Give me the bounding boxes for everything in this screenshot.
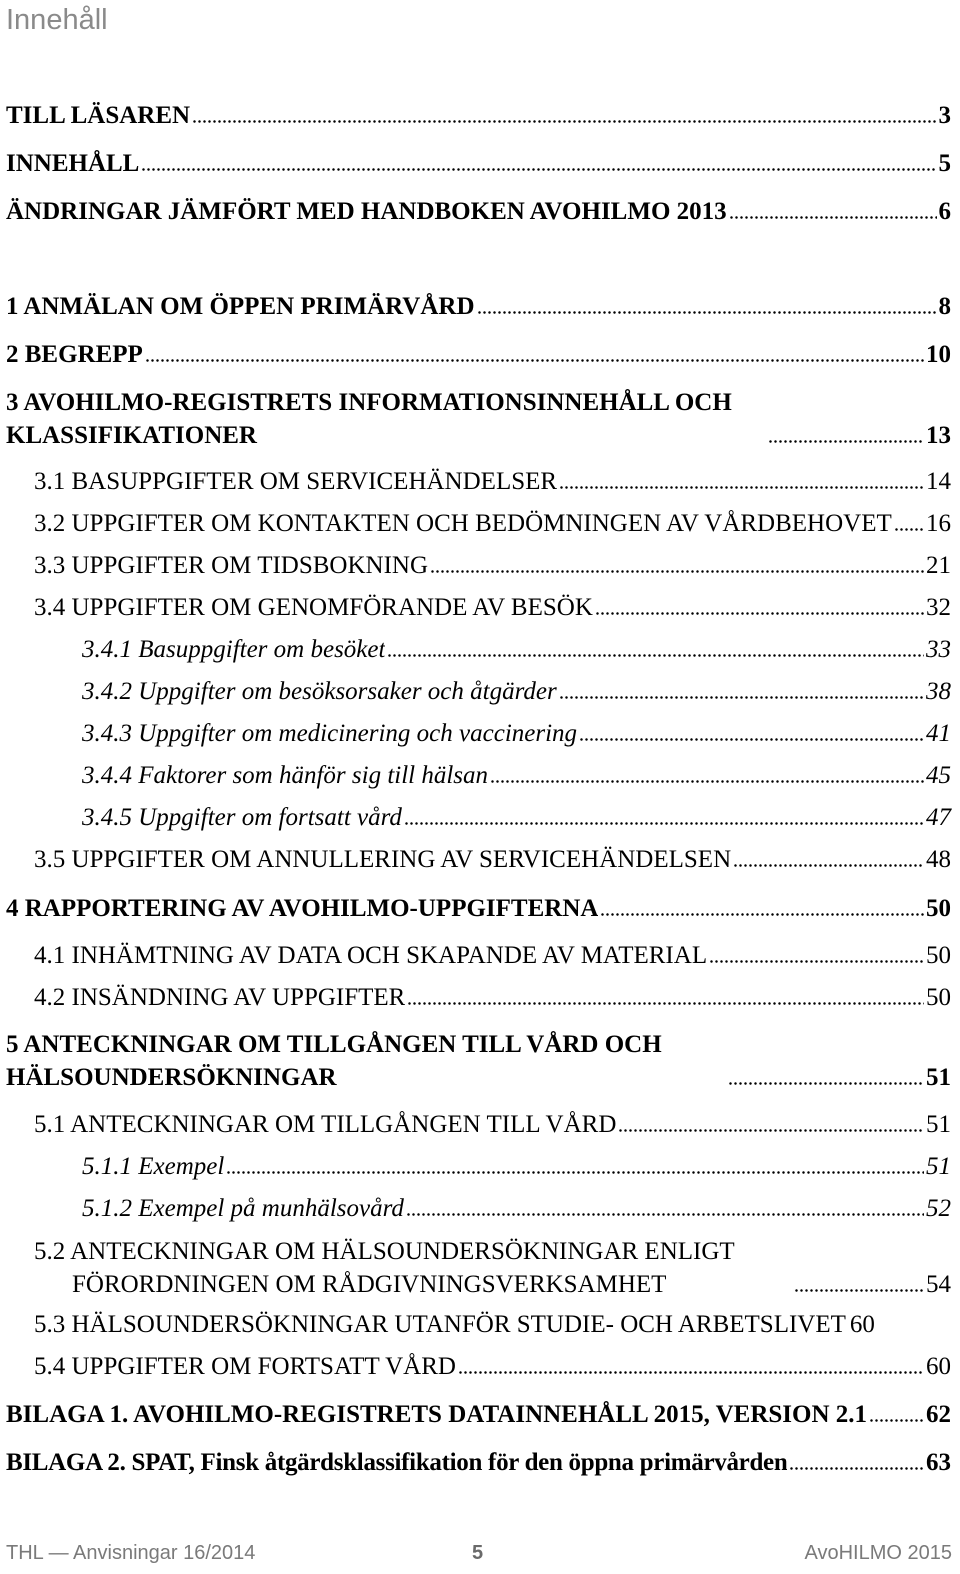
toc-entry-3-4[interactable] (34, 592, 951, 624)
dot-leader (141, 167, 936, 172)
dot-leader (407, 1001, 924, 1006)
toc-entry-chapter-1[interactable] (6, 291, 951, 323)
dot-leader (595, 611, 924, 616)
toc-entry-title: 4.1 INHÄMTNING AV DATA OCH SKAPANDE AV MATERIAL (34, 942, 708, 969)
dot-leader (406, 1212, 924, 1217)
dot-leader (559, 485, 924, 490)
toc-entry-title: 3.4 UPPGIFTER OM GENOMFÖRANDE AV BESÖK (34, 594, 593, 621)
dot-leader (894, 527, 924, 532)
toc-entry-page: 50 (926, 942, 951, 969)
toc-entry-3-5[interactable] (34, 844, 951, 876)
toc-entry-page: 63 (926, 1449, 951, 1476)
toc-entry-page: 51 (926, 1064, 951, 1091)
toc-entry-page: 5 (938, 150, 951, 177)
toc-entry-title: 1 ANMÄLAN OM ÖPPEN PRIMÄRVÅRD (6, 293, 475, 320)
toc-entry-page: 60 (849, 1311, 875, 1338)
dot-leader (477, 310, 937, 315)
toc-entry-page: 8 (938, 293, 951, 320)
toc-entry-title: 5.1.1 Exempel (82, 1153, 225, 1180)
footer-document-title: AvoHILMO 2015 (804, 1542, 952, 1564)
dot-leader (729, 215, 937, 220)
toc-entry-page: 14 (926, 468, 951, 495)
dot-leader (559, 695, 924, 700)
toc-entry-page: 32 (926, 594, 951, 621)
toc-entry-bilaga-1[interactable] (6, 1399, 951, 1431)
toc-entry-page: 62 (926, 1401, 951, 1428)
toc-entry-page: 6 (938, 198, 951, 225)
toc-entry-chapter-3[interactable] (6, 386, 951, 452)
toc-entry-title: 2 BEGREPP (6, 341, 143, 368)
toc-entry-title: 3.4.5 Uppgifter om fortsatt vård (82, 804, 402, 831)
toc-entry-3-3[interactable] (34, 550, 951, 582)
toc-entry-5-1-2[interactable] (82, 1193, 951, 1225)
toc-entry-5-4[interactable] (34, 1351, 951, 1383)
toc-entry-page: 41 (926, 720, 951, 747)
dot-leader (728, 1081, 924, 1086)
toc-entry-3-1[interactable] (34, 466, 951, 498)
toc-entry-title: 5.2 ANTECKNINGAR OM HÄLSOUNDERSÖKNINGAR ENLIGT FÖRORDNINGEN OM RÅDGIVNINGSVERKSAMHET (34, 1238, 735, 1298)
toc-entry-page: 10 (926, 341, 951, 368)
dot-leader (600, 912, 924, 917)
toc-entry-page: 48 (926, 846, 951, 873)
toc-entry-page: 51 (926, 1111, 951, 1138)
page-heading: Innehåll (6, 4, 108, 36)
dot-leader (794, 1288, 924, 1293)
toc-entry-4-1[interactable] (34, 940, 951, 972)
toc-entry-3-4-5[interactable] (82, 802, 951, 834)
toc-entry-page: 52 (926, 1195, 951, 1222)
toc-entry-3-4-4[interactable] (82, 760, 951, 792)
page-footer (0, 1536, 960, 1568)
toc-entry-title: 3.4.1 Basuppgifter om besöket (82, 636, 386, 663)
toc-entry-3-4-2[interactable] (82, 676, 951, 708)
toc-entry-5-3[interactable] (34, 1309, 951, 1341)
toc-entry-3-2[interactable] (34, 508, 951, 540)
toc-entry-5-2[interactable] (34, 1235, 951, 1301)
toc-entry-4-2[interactable] (34, 982, 951, 1014)
toc-entry-title: 3.4.4 Faktorer som hänför sig till hälsan (82, 762, 489, 789)
dot-leader (430, 569, 924, 574)
toc-entry-title: 3.3 UPPGIFTER OM TIDSBOKNING (34, 552, 429, 579)
toc-entry-chapter-4[interactable] (6, 893, 951, 925)
dot-leader (490, 779, 924, 784)
toc-entry-3-4-3[interactable] (82, 718, 951, 750)
footer-publication: THL — Anvisningar 16/2014 (6, 1542, 256, 1564)
toc-entry-title: 3.2 UPPGIFTER OM KONTAKTEN OCH BEDÖMNINGEN AV VÅRDBEHOVET (34, 510, 892, 537)
toc-entry-title: 3.4.2 Uppgifter om besöksorsaker och åtgärder (82, 678, 557, 705)
toc-entry-title: 5.1.2 Exempel på munhälsovård (82, 1195, 404, 1222)
dot-leader (789, 1466, 924, 1471)
toc-entry-title: 5.1 ANTECKNINGAR OM TILLGÅNGEN TILL VÅRD (34, 1111, 617, 1138)
toc-entry-title: 3.1 BASUPPGIFTER OM SERVICEHÄNDELSER (34, 468, 558, 495)
dot-leader (458, 1370, 924, 1375)
dot-leader (768, 439, 924, 444)
footer-page-number: 5 (472, 1542, 484, 1564)
toc-entry-title: 3.4.3 Uppgifter om medicinering och vaccinering (82, 720, 578, 747)
toc-entry-page: 13 (926, 422, 951, 449)
toc-entry-title: TILL LÄSAREN (6, 102, 191, 129)
toc-entry-title: BILAGA 2. SPAT, Finsk åtgärdsklassifikation för den öppna primärvården (6, 1449, 788, 1476)
toc-entry-page: 50 (926, 984, 951, 1011)
toc-entry-5-1[interactable] (34, 1109, 951, 1141)
toc-entry-title: 4 RAPPORTERING AV AVOHILMO-UPPGIFTERNA (6, 895, 599, 922)
toc-entry-3-4-1[interactable] (82, 634, 951, 666)
toc-entry-title: 5 ANTECKNINGAR OM TILLGÅNGEN TILL VÅRD OCH HÄLSOUNDERSÖKNINGAR (6, 1031, 662, 1091)
dot-leader (145, 358, 924, 363)
toc-entry-page: 21 (926, 552, 951, 579)
dot-leader (579, 737, 924, 742)
toc-entry-5-1-1[interactable] (82, 1151, 951, 1183)
toc-entry-page: 33 (926, 636, 951, 663)
toc-entry-page: 54 (926, 1271, 951, 1298)
toc-entry-till-lasaren[interactable] (6, 100, 951, 132)
toc-entry-title: 5.3 HÄLSOUNDERSÖKNINGAR UTANFÖR STUDIE- OCH ARBETSLIVET (34, 1311, 846, 1338)
toc-entry-page: 47 (926, 804, 951, 831)
toc-entry-andringar[interactable] (6, 196, 951, 228)
dot-leader (192, 119, 936, 124)
toc-entry-page: 45 (926, 762, 951, 789)
toc-entry-bilaga-2[interactable] (6, 1447, 951, 1479)
toc-entry-title: INNEHÅLL (6, 150, 140, 177)
toc-entry-chapter-2[interactable] (6, 339, 951, 371)
toc-entry-title: 5.4 UPPGIFTER OM FORTSATT VÅRD (34, 1353, 456, 1380)
toc-entry-title: 4.2 INSÄNDNING AV UPPGIFTER (34, 984, 406, 1011)
toc-entry-title: 3 AVOHILMO-REGISTRETS INFORMATIONSINNEHÅLL OCH KLASSIFIKATIONER (6, 389, 732, 449)
toc-entry-title: 3.5 UPPGIFTER OM ANNULLERING AV SERVICEHÄNDELSEN (34, 846, 732, 873)
dot-leader (869, 1418, 924, 1423)
dot-leader (618, 1128, 924, 1133)
toc-entry-page: 51 (926, 1153, 951, 1180)
toc-entry-page: 38 (926, 678, 951, 705)
toc-entry-page: 60 (926, 1353, 951, 1380)
toc-entry-page: 3 (938, 102, 951, 129)
dot-leader (404, 821, 924, 826)
toc-entry-page: 50 (926, 895, 951, 922)
toc-entry-title: ÄNDRINGAR JÄMFÖRT MED HANDBOKEN AVOHILMO 2013 (6, 198, 727, 225)
toc-entry-page: 16 (926, 510, 951, 537)
toc-entry-innehall[interactable] (6, 148, 951, 180)
toc-entry-title: BILAGA 1. AVOHILMO-REGISTRETS DATAINNEHÅLL 2015, VERSION 2.1 (6, 1401, 868, 1428)
dot-leader (387, 653, 924, 658)
dot-leader (226, 1170, 924, 1175)
toc-entry-chapter-5[interactable] (6, 1028, 951, 1094)
dot-leader (709, 959, 924, 964)
dot-leader (733, 863, 924, 868)
